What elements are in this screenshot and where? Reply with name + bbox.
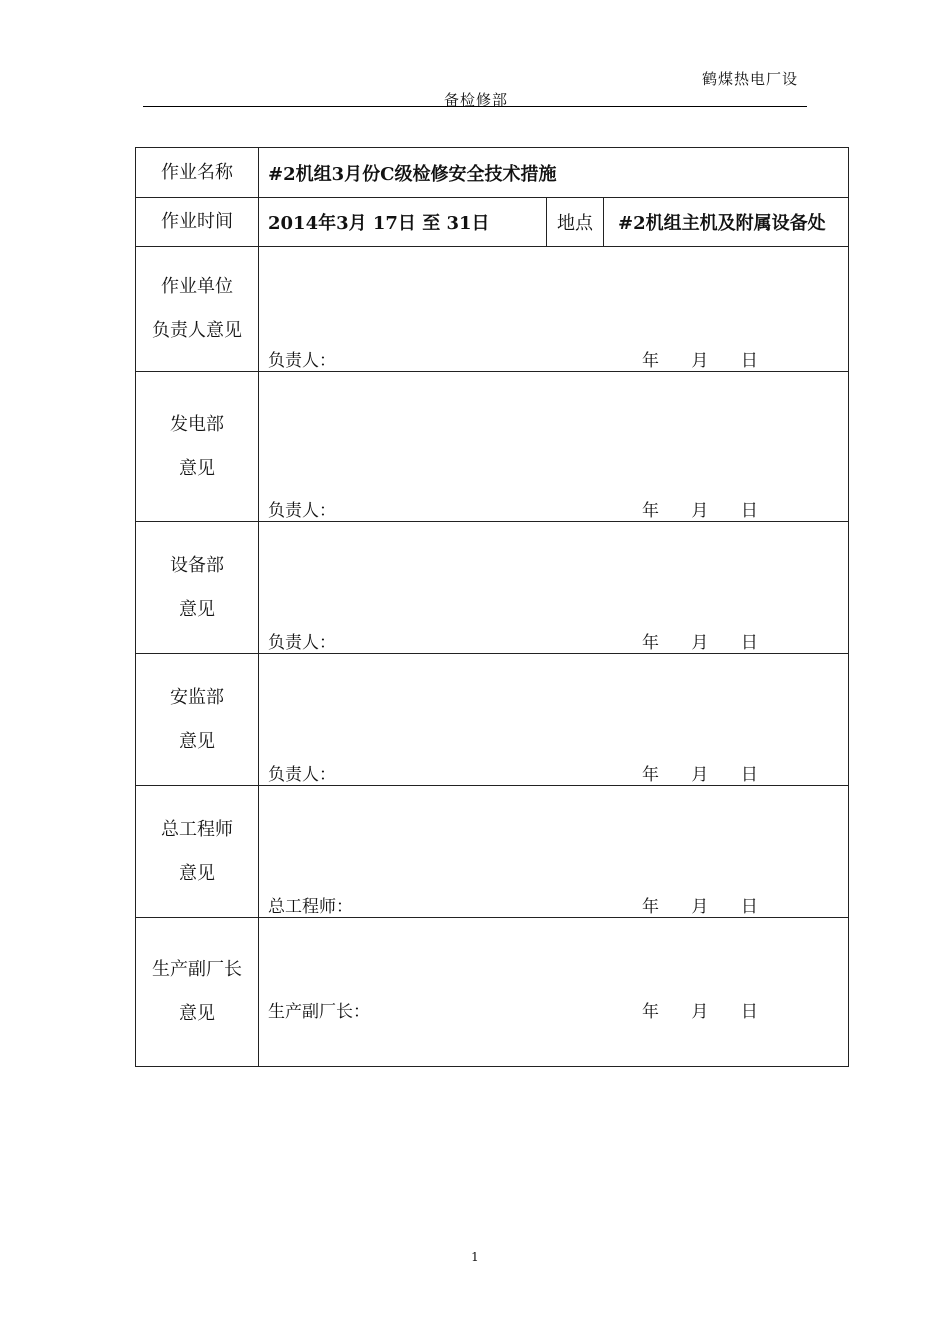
header-org-left: 备检修部 bbox=[444, 91, 509, 109]
opinion-field[interactable] bbox=[259, 247, 849, 372]
section-label bbox=[136, 786, 259, 918]
date-field: 年 月 日 bbox=[642, 633, 758, 653]
section-label bbox=[136, 654, 259, 786]
date-field: 年 月 日 bbox=[642, 501, 758, 521]
section-label-line1: 作业单位 bbox=[161, 276, 233, 297]
date-field: 年 月 日 bbox=[642, 897, 758, 917]
signer-label: 负责人： bbox=[268, 351, 336, 371]
section-label-line2: 意见 bbox=[179, 730, 215, 752]
date-field: 年 月 日 bbox=[642, 1002, 758, 1022]
opinion-field[interactable] bbox=[259, 372, 849, 522]
date-field: 年 月 日 bbox=[642, 765, 758, 785]
section-label-line1: 安监部 bbox=[170, 686, 224, 708]
row-section-safety bbox=[136, 654, 849, 786]
row-section-equipment bbox=[136, 522, 849, 654]
section-label bbox=[136, 522, 259, 654]
opinion-field[interactable] bbox=[259, 786, 849, 918]
row-section-deputy-director bbox=[136, 918, 849, 1067]
section-label-line2: 负责人意见 bbox=[152, 320, 242, 341]
section-label-line2: 意见 bbox=[179, 1003, 215, 1024]
work-name-value: #2机组3月份C级检修安全技术措施 bbox=[259, 148, 849, 198]
section-label bbox=[136, 918, 259, 1067]
signer-label: 负责人： bbox=[268, 633, 336, 653]
location-value: #2机组主机及附属设备处 bbox=[604, 198, 849, 247]
work-name-label: 作业名称 bbox=[136, 148, 259, 198]
section-label-line2: 意见 bbox=[179, 598, 215, 620]
section-label-line2: 意见 bbox=[179, 862, 215, 884]
row-section-chief-engineer bbox=[136, 786, 849, 918]
section-label-line1: 发电部 bbox=[170, 413, 224, 435]
signer-label: 总工程师： bbox=[268, 897, 353, 917]
signer-label: 负责人： bbox=[268, 501, 336, 521]
row-section-work-unit bbox=[136, 247, 849, 372]
work-time-value: 2014年3月 17日 至 31日 bbox=[259, 198, 547, 247]
section-label-line1: 设备部 bbox=[170, 554, 224, 576]
row-work-time bbox=[136, 198, 849, 247]
opinion-field[interactable] bbox=[259, 918, 849, 1067]
section-label-line1: 生产副厂长 bbox=[152, 959, 242, 980]
section-label bbox=[136, 247, 259, 372]
location-label: 地点 bbox=[547, 198, 604, 247]
section-label-line1: 总工程师 bbox=[161, 818, 233, 840]
section-label-line2: 意见 bbox=[179, 457, 215, 479]
header-rule bbox=[143, 106, 807, 107]
section-label bbox=[136, 372, 259, 522]
row-work-name bbox=[136, 148, 849, 198]
work-approval-form bbox=[135, 147, 849, 1067]
row-section-power-gen bbox=[136, 372, 849, 522]
work-time-label: 作业时间 bbox=[136, 198, 259, 247]
header-org-right: 鹤煤热电厂设 bbox=[702, 70, 799, 88]
date-field: 年 月 日 bbox=[642, 351, 758, 371]
signer-label: 负责人： bbox=[268, 765, 336, 785]
opinion-field[interactable] bbox=[259, 654, 849, 786]
signer-label: 生产副厂长： bbox=[268, 1002, 370, 1022]
page-number: 1 bbox=[471, 1250, 479, 1264]
opinion-field[interactable] bbox=[259, 522, 849, 654]
